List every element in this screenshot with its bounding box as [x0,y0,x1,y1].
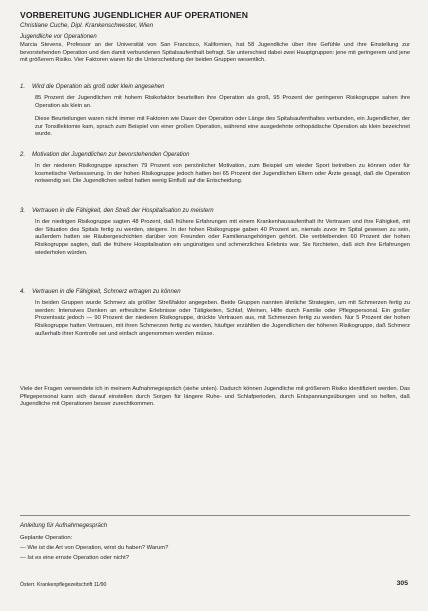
article-kicker: Jugendliche vor Operationen [20,34,97,40]
article-author: Christiane Cuche, Dipl. Krankenschwester, Wien [20,22,154,29]
section-2-paragraph-1: In der niederen Risikogruppe sprachen 79 Prozent von persönlicher Motivation, zum Beispiel um wieder Sport betreiben zu können oder für kosmetische Verbesserung. In der hohen Risikogruppe jedoch hatten bei 65 Prozent der Jugendlichen Eltern oder Ärzte gesagt, daß die Operation notwendig sei. Die Jugendlichen selbst hatten wenig Einfluß auf die Entscheidung. [35,163,410,185]
section-heading-3 [20,208,214,216]
section-3-paragraph-1: In der niedrigen Risikogruppe sagten 48 Prozent, daß frühere Erfahrungen mit einem Krankenhausaufenthalt ihr Vertrauen und ihre Fähigkeit, mit der Situation des Spitals fertig zu werden, steigere. In der hohen Risikogruppe gaben 40 Prozent an, niemals zuvor im Spital gewesen zu sein, außerdem hatten sie Räubergeschichten darüber von Freunden oder Familienangehörigen gehört. Die verbleibenden 60 Prozent der hohen Risikogruppe sagten, daß die frühere Hospitalisation ein ungünstiges und schmerzliches Erlebnis war. Sie fürchteten, daß sich ihre Erfahrungen wiederholen würden. [35,219,410,256]
section-title-1: Wird die Operation als groß oder klein angesehen [32,84,165,90]
section-title-2: Motivation der Jugendlichen zur bevorstehenden Operation [32,152,190,158]
journal-reference: Österr. Krankenpflegezeitschrift 11/90 [20,582,107,588]
section-heading-1 [20,84,164,92]
guide-line-3: — Ist es eine ernste Operation oder nicht? [20,555,129,561]
section-1-paragraph-2: Diese Beurteilungen waren nicht immer mit Faktoren wie Dauer der Operation oder Länge des Spitalsaufenthaltes verbunden, ein Jugendlicher, der zur Tonsillektomie kam, sprach zum Beispiel von einer großen Operation, während eine ausgedehnte orthopädische Operation als klein bezeichnet wurde. [35,116,410,138]
section-title-3: Vertrauen in die Fähigkeit, den Streß der Hospitalisation zu meistern [32,208,214,214]
intro-paragraph: Marcia Stevens, Professor an der Universität von San Francisco, Kalifornien, hat 58 Jugendliche über ihre Gefühle und ihre Einstellung zur bevorstehenden Operation und den damit verbundenen Spitalsaufenthalt befragt. Sie unterschied dabei zwei Hauptgruppen: jene mit geringerem und jene mit größerem Risiko. Vier Faktoren waren für die Unterscheidung der beiden Gruppen wesentlich. [20,42,410,64]
page-number: 305 [396,580,408,587]
guide-title: Anleitung für Aufnahmegespräch [20,523,108,529]
section-title-4: Vertrauen in die Fähigkeit, Schmerz ertragen zu können [32,289,181,295]
guide-line-2: — Wie ist die Art von Operation, wirst du haben? Warum? [20,545,169,551]
closing-paragraph: Viele der Fragen verwendete ich in meinem Aufnahmegespräch (siehe unten). Dadurch können Jugendliche mit größerem Risiko identifiziert werden. Das Pflegepersonal kann sich darauf einstellen durch Sorgen für längere Ruhe- und Schlafperioden, durch Entspannungsübungen und so helfen, daß Jugendliche mit Operationen besser zurechtkommen. [20,386,410,408]
section-number-3: 3. [20,208,26,214]
section-4-paragraph-1: In beiden Gruppen wurde Schmerz als größter Streßfaktor angegeben. Beide Gruppen nannten ähnliche Strategien, um mit Schmerzen fertig zu werden: Intensives Denken an erfreuliche Erlebnisse oder Tätigkeiten, Schlaf, Weinen, Hilfe durch Familie oder Pflegepersonal. Ein großer Prozentsatz jedoch — 90 Prozent der niederen Risikogruppe, drückte Vertrauen aus, mit Schmerzen fertig zu werden. Nur 5 Prozent der hohen Risikogruppe hatten Vertrauen, mit ihren Schmerzen fertig zu werden, häufiger erzählten die Jugendlichen der höheren Risikogruppe, daß Schmerz außerhalb ihrer Kontrolle sei und einfach angenommen werden müsse. [35,300,410,337]
section-number-2: 2. [20,152,26,158]
section-number-4: 4. [20,289,26,295]
guide-line-1: Geplante Operation: [20,535,73,541]
section-1-paragraph-1: 85 Prozent der Jugendlichen mit hohem Risikofaktor beurteilten ihre Operation als groß, 95 Prozent der geringeren Risikogruppe sahen ihre Operation als klein an. [35,95,410,109]
guide-divider [20,515,410,516]
article-title: VORBEREITUNG JUGENDLICHER AUF OPERATIONEN [20,10,249,20]
section-heading-2 [20,152,189,160]
section-number-1: 1. [20,84,26,90]
section-heading-4 [20,289,181,297]
